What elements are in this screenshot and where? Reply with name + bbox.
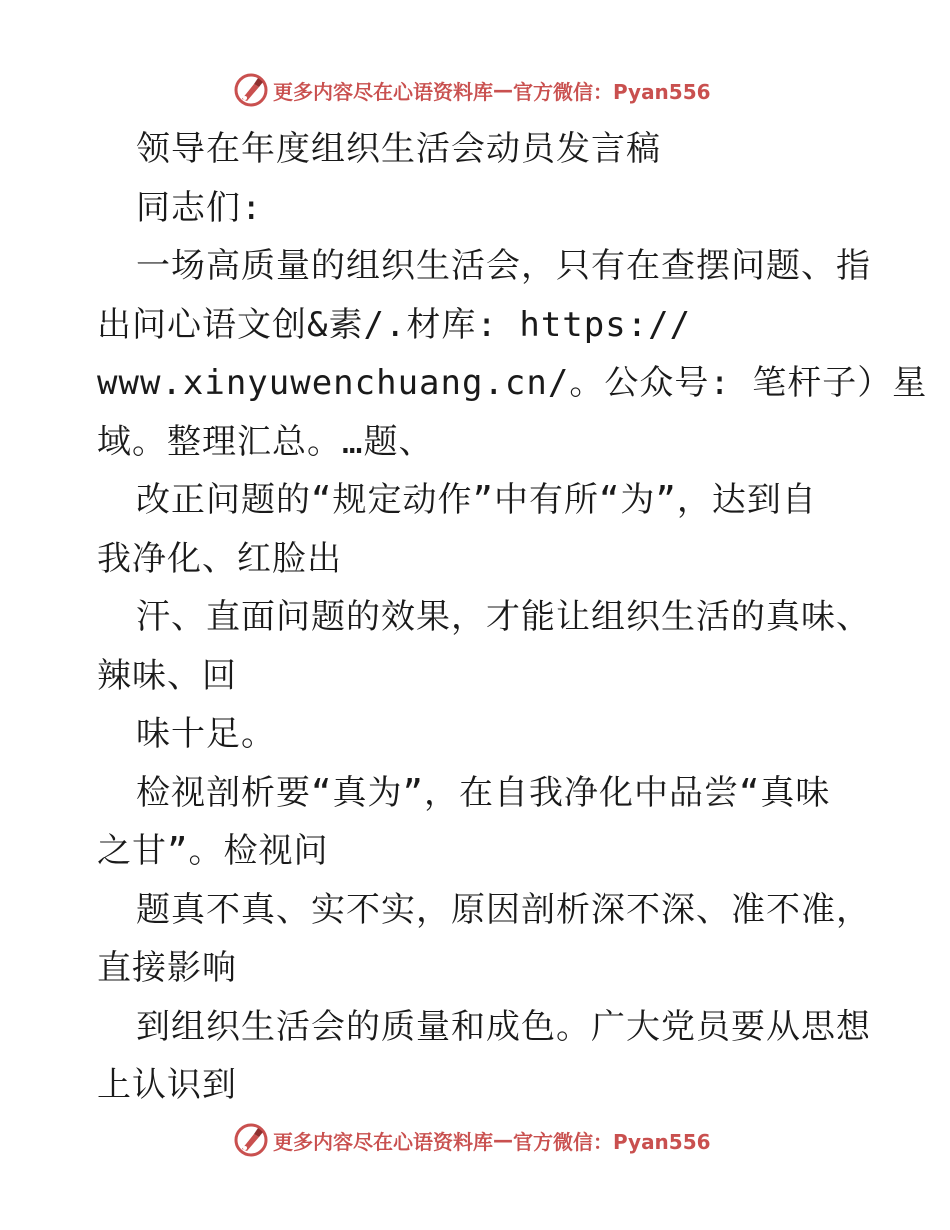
header-banner-text: 更多内容尽在心语资料库 [273, 79, 493, 104]
footer-banner-separator: — [493, 1128, 513, 1152]
document-line: 同志们: [136, 187, 263, 228]
pen-logo-icon [233, 72, 269, 108]
document-line: www.xinyuwenchuang.cn/。公众号: 笔杆子）星 [97, 363, 928, 403]
document-line: 直接影响 [97, 948, 237, 988]
document-body [97, 120, 928, 1115]
document-line: 上认识到 [97, 1065, 237, 1105]
document-line: 改正问题的“规定动作”中有所“为”，达到自 [136, 480, 817, 520]
document-line: 味十足。 [136, 714, 276, 754]
footer-banner-text: 更多内容尽在心语资料库 [273, 1129, 493, 1154]
footer-banner [233, 1122, 711, 1158]
document-line: 题真不真、实不实，原因剖析深不深、准不准， [136, 889, 871, 930]
document-line: 域。整理汇总。…题、 [97, 421, 434, 462]
document-line: 领导在年度组织生活会动员发言稿 [136, 129, 661, 169]
document-line: 到组织生活会的质量和成色。广大党员要从思想 [136, 1006, 871, 1047]
footer-banner-wechat: 官方微信：Pyan556 [513, 1129, 711, 1154]
document-line: 汗、直面问题的效果，才能让组织生活的真味、 [136, 597, 871, 637]
document-line: 出问心语文创&素/.材库: https:// [97, 304, 692, 345]
pen-logo-icon [233, 1122, 269, 1158]
document-line: 我净化、红脸出 [97, 538, 342, 579]
document-line: 辣味、回 [97, 655, 237, 696]
header-banner-wechat: 官方微信：Pyan556 [513, 79, 711, 104]
document-line: 检视剖析要“真为”，在自我净化中品尝“真味 [136, 772, 831, 813]
document-line: 之甘”。检视问 [97, 831, 329, 871]
header-banner-separator: — [493, 78, 513, 102]
header-banner [233, 72, 711, 108]
document-line: 一场高质量的组织生活会，只有在查摆问题、指 [136, 246, 871, 286]
